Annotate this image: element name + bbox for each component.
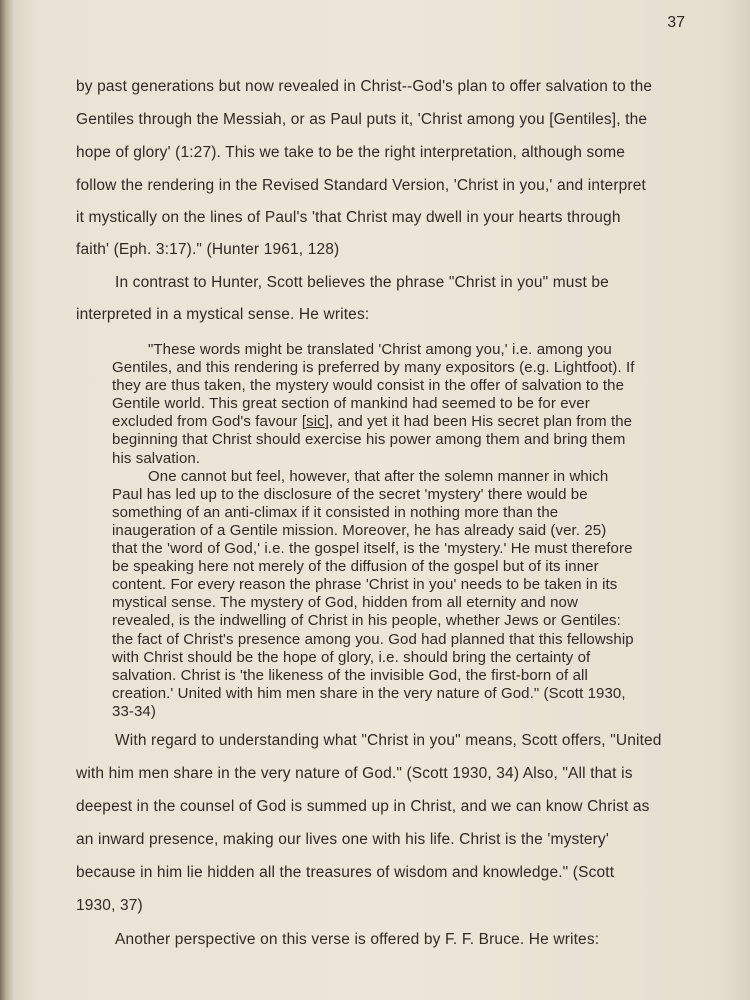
quote-text: excluded from God's favour [ [112,413,307,431]
body-line: by past generations but now revealed in Christ--God's plan to offer salvation to the [76,78,653,95]
quote-line: the fact of Christ's presence among you. God had planned that this fellowship [112,630,634,648]
body-line: interpreted in a mystical sense. He writes: [76,306,370,323]
quote-line: something of an anti-climax if it consisted in nothing more than the [112,503,559,521]
body-line: deepest in the counsel of God is summed up in Christ, and we can know Christ as [76,798,650,815]
body-line: with him men share in the very nature of God." (Scott 1930, 34) Also, "All that is [76,765,633,782]
quote-line [112,413,712,431]
quote-line: inaugeration of a Gentile mission. Moreover, he has already said (ver. 25) [112,521,607,539]
sic-annotation: sic [306,413,325,431]
quote-line: Paul has led up to the disclosure of the secret 'mystery' there would be [112,485,588,503]
block-quote [112,341,712,721]
quote-line: creation.' United with him men share in the very nature of God." (Scott 1930, [112,684,626,702]
body-line: Gentiles through the Messiah, or as Paul puts it, 'Christ among you [Gentiles], the [76,111,648,128]
quote-line: salvation. Christ is 'the likeness of the invisible God, the first-born of all [112,666,588,684]
quote-line: they are thus taken, the mystery would consist in the offer of salvation to the [112,377,625,395]
quote-line: his salvation. [112,449,201,467]
body-line: Another perspective on this verse is offered by F. F. Bruce. He writes: [115,931,600,948]
quote-line: Gentiles, and this rendering is preferred by many expositors (e.g. Lightfoot). If [112,359,635,377]
quote-line: content. For every reason the phrase 'Christ in you' needs to be taken in its [112,576,618,594]
body-line: 1930, 37) [76,897,143,914]
quote-line: mystical sense. The mystery of God, hidden from all eternity and now [112,594,578,612]
quote-line: "These words might be translated 'Christ among you,' i.e. among you [148,341,612,358]
quote-line: 33-34) [112,702,156,720]
body-line: In contrast to Hunter, Scott believes the phrase "Christ in you" must be [115,274,609,291]
quote-line: that the 'word of God,' i.e. the gospel itself, is the 'mystery.' He must therefore [112,540,633,558]
body-line: an inward presence, making our lives one with his life. Christ is the 'mystery' [76,831,609,848]
body-line: it mystically on the lines of Paul's 'that Christ may dwell in your hearts through [76,209,621,226]
body-line: follow the rendering in the Revised Standard Version, 'Christ in you,' and interpret [76,177,646,194]
body-line: hope of glory' (1:27). This we take to be the right interpretation, although some [76,144,626,161]
page-number: 37 [667,14,685,31]
quote-line: beginning that Christ should exercise his power among them and bring them [112,431,626,449]
quote-text: ], and yet it had been His secret plan from the [324,413,633,431]
body-line: With regard to understanding what "Christ in you" means, Scott offers, "United [115,732,662,749]
quote-line: One cannot but feel, however, that after the solemn manner in which [148,467,609,485]
quote-line: Gentile world. This great section of mankind had seemed to be for ever [112,395,590,413]
body-line: because in him lie hidden all the treasures of wisdom and knowledge." (Scott [76,864,615,881]
quote-line: with Christ should be the hope of glory, i.e. should bring the certainty of [112,648,591,666]
quote-line: be speaking here not merely of the diffusion of the gospel but of its inner [112,558,599,576]
body-line: faith' (Eph. 3:17)." (Hunter 1961, 128) [76,241,340,258]
quote-line: revealed, is the indwelling of Christ in his people, whether Jews or Gentiles: [112,612,621,630]
